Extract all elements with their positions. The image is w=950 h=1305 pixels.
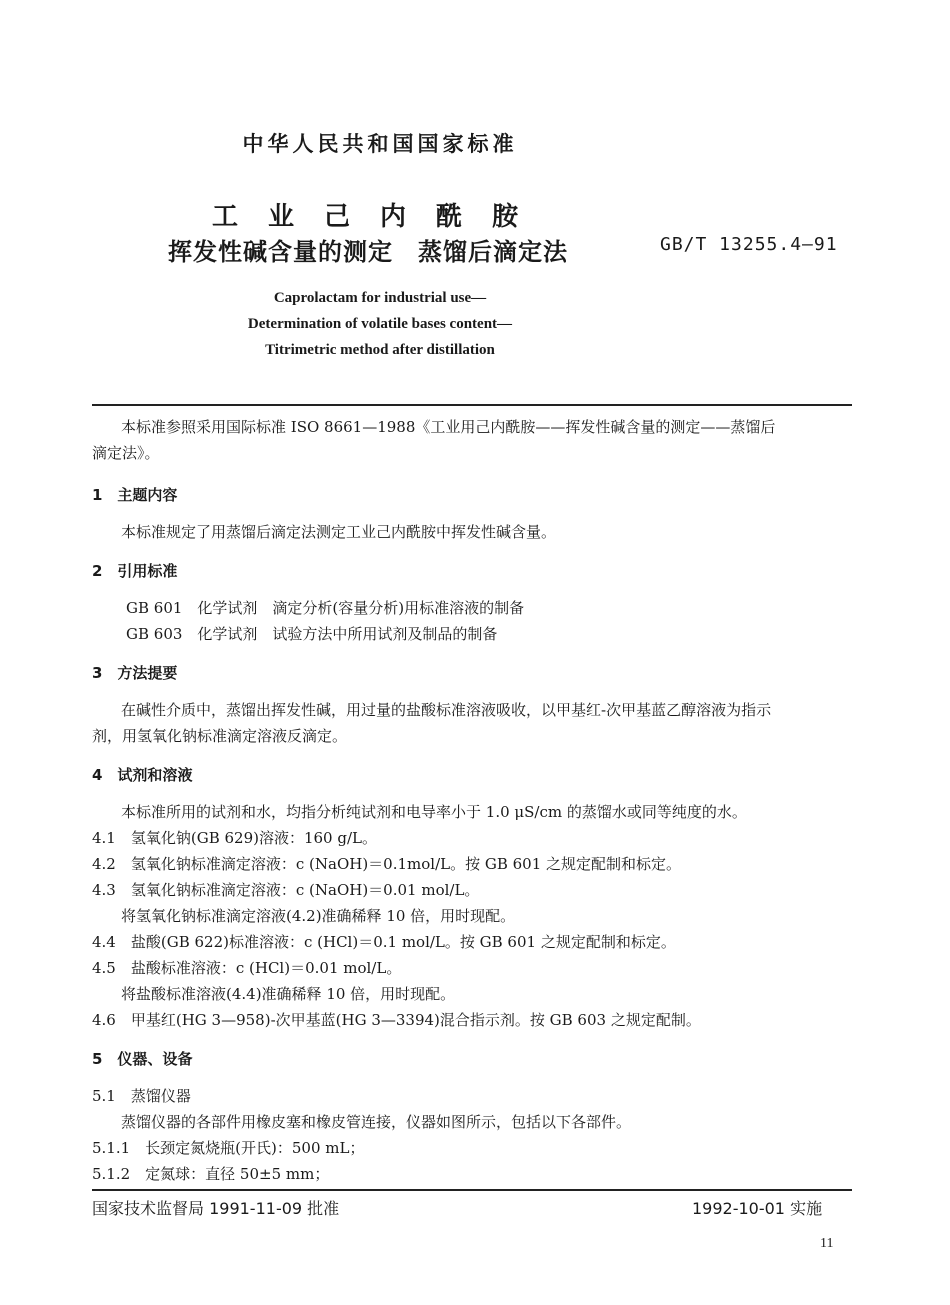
- section-3-title: 3 方法提要: [92, 664, 178, 682]
- intro-line-2: 滴定法》。: [92, 444, 160, 462]
- english-title-line-2: Determination of volatile bases content—: [247, 316, 513, 332]
- section-1-title: 1 主题内容: [92, 486, 178, 504]
- section-2-reference-2: GB 603 化学试剂 试验方法中所用试剂及制品的制备: [126, 625, 498, 643]
- title-line-1: 工业己内酰胺: [211, 202, 548, 232]
- national-standard-heading: 中华人民共和国国家标准: [242, 132, 518, 156]
- implementation-date: 1992-10-01 实施: [692, 1199, 823, 1218]
- item-4-3: 4.3 氢氧化钠标准滴定溶液：c (NaOH)＝0.01 mol/L。: [92, 881, 480, 899]
- item-4-5: 4.5 盐酸标准溶液：c (HCl)＝0.01 mol/L。: [92, 959, 402, 977]
- section-2-reference-1: GB 601 化学试剂 滴定分析(容量分析)用标准溶液的制备: [126, 599, 525, 617]
- item-5-1-text: 蒸馏仪器的各部件用橡皮塞和橡皮管连接，仪器如图所示，包括以下各部件。: [121, 1113, 632, 1131]
- section-4-title: 4 试剂和溶液: [92, 766, 193, 784]
- standard-code: GB/T 13255.4—91: [660, 234, 838, 255]
- english-title-line-1: Caprolactam for industrial use—: [273, 290, 487, 306]
- approval-date: 国家技术监督局 1991-11-09 批准: [92, 1199, 340, 1218]
- page-number: 11: [820, 1236, 834, 1251]
- item-4-4: 4.4 盐酸(GB 622)标准溶液：c (HCl)＝0.1 mol/L。按 GB 601 之规定配制和标定。: [92, 933, 676, 951]
- item-4-2: 4.2 氢氧化钠标准滴定溶液：c (NaOH)＝0.1mol/L。按 GB 601 之规定配制和标定。: [92, 855, 682, 873]
- item-4-6: 4.6 甲基红(HG 3—958)-次甲基蓝(HG 3—3394)混合指示剂。按 GB 603 之规定配制。: [92, 1011, 701, 1029]
- section-2-title: 2 引用标准: [92, 562, 178, 580]
- section-3-line-2: 剂，用氢氧化钠标准滴定溶液反滴定。: [92, 727, 348, 745]
- section-4-intro: 本标准所用的试剂和水，均指分析纯试剂和电导率小于 1.0 μS/cm 的蒸馏水或同等纯度的水。: [121, 803, 747, 821]
- item-5-1: 5.1 蒸馏仪器: [92, 1087, 191, 1105]
- intro-line-1: 本标准参照采用国际标准 ISO 8661—1988《工业用己内酰胺——挥发性碱含量的测定——蒸馏后: [121, 418, 776, 436]
- section-5-title: 5 仪器、设备: [92, 1050, 193, 1068]
- item-5-1-2: 5.1.2 定氮球：直径 50±5 mm；: [92, 1165, 330, 1183]
- item-5-1-1: 5.1.1 长颈定氮烧瓶(开氏)：500 mL；: [92, 1139, 365, 1157]
- item-4-5-note: 将盐酸标准溶液(4.4)准确稀释 10 倍，用时现配。: [121, 985, 456, 1003]
- english-title-line-3: Titrimetric method after distillation: [265, 342, 495, 358]
- header-rule: [92, 404, 852, 406]
- item-4-1: 4.1 氢氧化钠(GB 629)溶液：160 g/L。: [92, 829, 377, 847]
- section-1-text: 本标准规定了用蒸馏后滴定法测定工业己内酰胺中挥发性碱含量。: [121, 523, 557, 541]
- section-3-line-1: 在碱性介质中，蒸馏出挥发性碱，用过量的盐酸标准溶液吸收，以甲基红-次甲基蓝乙醇溶液为指示: [121, 701, 772, 719]
- title-line-2: 挥发性碱含量的测定 蒸馏后滴定法: [168, 238, 568, 266]
- item-4-3-note: 将氢氧化钠标准滴定溶液(4.2)准确稀释 10 倍，用时现配。: [121, 907, 516, 925]
- footer-rule: [92, 1189, 852, 1191]
